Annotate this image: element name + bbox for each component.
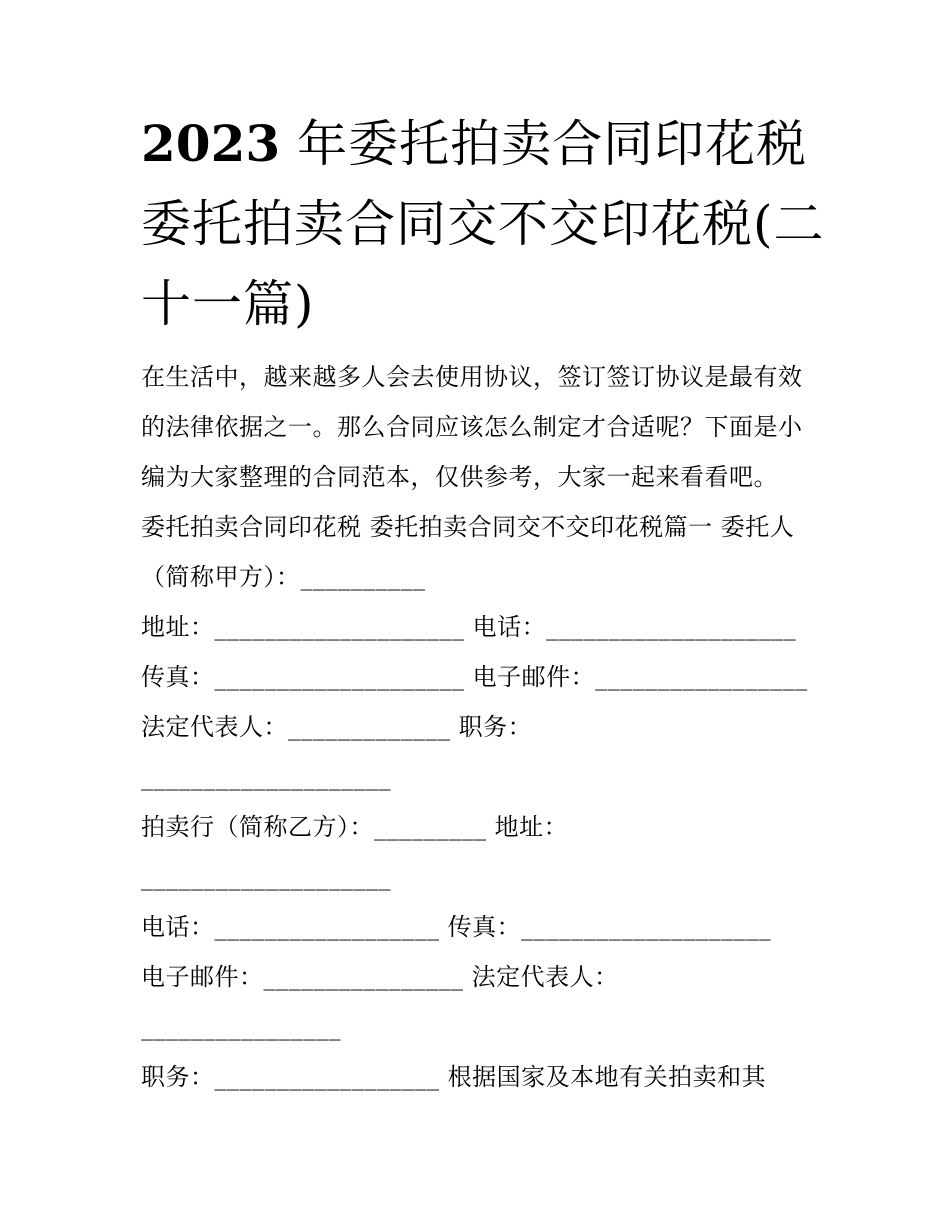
document-title [141, 104, 850, 344]
title-year: 2023 [141, 114, 281, 173]
form-field-line: 电话：__________________ 传真：____________________ [141, 913, 772, 941]
form-field-line: 电子邮件：________________ 法定代表人： [141, 963, 619, 991]
blank-underline: ________________ [141, 1013, 341, 1041]
form-field-line: （简称甲方）：__________ [141, 563, 426, 591]
text-line: 的法律依据之一。那么合同应该怎么制定才合适呢？下面是小 [141, 413, 803, 441]
title-line-2: 委托拍卖合同交不交印花税(二 [141, 195, 825, 253]
title-line-1-text: 年委托拍卖合同印花税 [280, 115, 808, 173]
blank-underline: ____________________ [141, 863, 391, 891]
text-line: 在生活中，越来越多人会去使用协议，签订签订协议是最有效 [141, 363, 803, 391]
text-line: 委托拍卖合同印花税 委托拍卖合同交不交印花税篇一 委托人 [141, 513, 795, 541]
blank-underline: ____________________ [141, 763, 391, 791]
document-body [141, 352, 850, 1102]
text-line: 编为大家整理的合同范本，仅供参考，大家一起来看看吧。 [141, 463, 778, 491]
form-field-line: 拍卖行（简称乙方）：_________ 地址： [141, 813, 569, 841]
form-field-line: 职务：__________________ 根据国家及本地有关拍卖和其 [141, 1063, 767, 1091]
form-field-line: 传真：____________________ 电子邮件：_________________ [141, 663, 808, 691]
title-line-3: 十一篇) [141, 275, 315, 333]
title-line-1 [141, 104, 850, 184]
form-field-line: 地址：____________________ 电话：____________________ [141, 613, 797, 641]
form-field-line: 法定代表人：_____________ 职务： [141, 713, 533, 741]
